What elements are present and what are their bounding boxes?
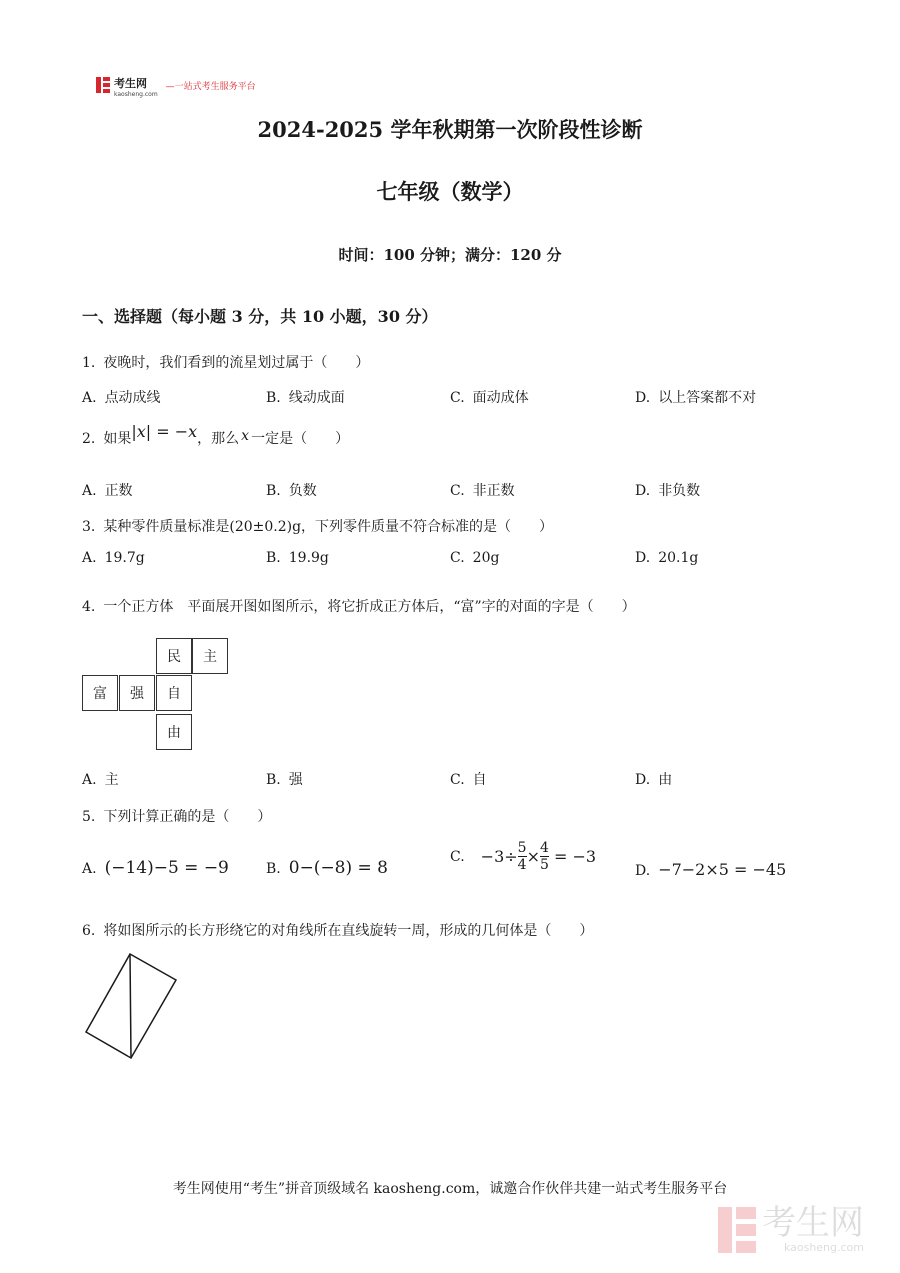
q2-variable: x xyxy=(241,428,250,444)
logo-slogan: —一站式考生服务平台 xyxy=(165,81,256,92)
q4-option-c[interactable]: C. 自 xyxy=(450,772,487,788)
question-number: 5. xyxy=(82,809,96,825)
q1-option-d[interactable]: D. 以上答案都不对 xyxy=(635,390,757,406)
question-number: 1. xyxy=(82,355,96,371)
q1-option-a[interactable]: A. 点动成线 xyxy=(82,390,161,406)
section-heading: 一、选择题（每小题 3 分，共 10 小题，30 分） xyxy=(82,307,438,326)
q4-option-b[interactable]: B. 强 xyxy=(266,772,303,788)
question-number: 6. xyxy=(82,923,96,939)
q5-option-c[interactable]: C. −3÷ $\frac{5}{4}$ × $\frac{4}{5}$ = −3 xyxy=(450,840,597,873)
question-number: 4. xyxy=(82,599,96,615)
q3-option-c[interactable]: C. 20g xyxy=(450,550,500,566)
q1-option-c[interactable]: C. 面动成体 xyxy=(450,390,529,406)
q5-option-a[interactable]: A. (−14)−5 = −9 xyxy=(82,858,229,878)
q3-option-a[interactable]: A. 19.7g xyxy=(82,550,145,566)
logo-mark-icon xyxy=(96,77,110,93)
exam-info: 时间：100 分钟；满分：120 分 xyxy=(338,246,562,264)
logo-domain: kaosheng.com xyxy=(114,91,158,98)
question-stem: 将如图所示的长方形绕它的对角线所在直线旋转一周，形成的几何体是（ ） xyxy=(103,923,594,939)
watermark-mark-icon xyxy=(718,1207,756,1253)
watermark-brand: 考生网 xyxy=(762,1203,864,1243)
question-stem: 夜晚时，我们看到的流星划过属于（ ） xyxy=(103,355,370,371)
fraction: $\frac{4}{5}$ xyxy=(540,840,549,873)
net-cell: 主 xyxy=(192,638,228,674)
question-4 xyxy=(82,596,636,616)
q2-option-a[interactable]: A. 正数 xyxy=(82,483,133,499)
question-2: 2. 如果|x| = −x，那么 x 一定是（ ） xyxy=(82,422,350,447)
watermark-domain: kaosheng.com xyxy=(783,1241,864,1254)
q2-option-d[interactable]: D. 非负数 xyxy=(635,483,701,499)
diagonal-line xyxy=(130,954,131,1058)
net-cell: 自 xyxy=(156,675,192,711)
q3-option-d[interactable]: D. 20.1g xyxy=(635,550,699,566)
net-cell: 强 xyxy=(119,675,155,711)
logo-text xyxy=(114,72,158,98)
question-stem: 某种零件质量标准是(20±0.2)g，下列零件质量不符合标准的是（ ） xyxy=(103,519,554,535)
question-1 xyxy=(82,352,369,372)
net-cell: 民 xyxy=(156,638,192,674)
footer-text: 考生网使用“考生”拼音顶级域名 kaosheng.com，诚邀合作伙伴共建一站式考生服务平台 xyxy=(172,1181,728,1197)
header-logo[interactable] xyxy=(96,72,256,98)
q2-formula: |x| = −x xyxy=(131,422,198,441)
question-3 xyxy=(82,516,553,536)
question-stem: 一个正方体 平面展开图如图所示，将它折成正方体后，“富”字的对面的字是（ ） xyxy=(103,599,636,615)
logo-brand: 考生网 xyxy=(114,77,147,90)
question-stem: 下列计算正确的是（ ） xyxy=(103,809,272,825)
rectangle-diagonal-figure xyxy=(82,950,182,1065)
q5-option-d[interactable]: D. −7−2×5 = −45 xyxy=(635,860,787,879)
question-5 xyxy=(82,806,271,826)
watermark xyxy=(718,1205,864,1254)
q5-option-b[interactable]: B. 0−(−8) = 8 xyxy=(266,858,389,878)
net-cell: 由 xyxy=(156,714,192,750)
question-number: 2. xyxy=(82,431,96,447)
question-number: 3. xyxy=(82,519,96,535)
question-6 xyxy=(82,920,593,940)
exam-title: 2024-2025 学年秋期第一次阶段性诊断 xyxy=(257,117,643,142)
q3-option-b[interactable]: B. 19.9g xyxy=(266,550,329,566)
exam-subtitle: 七年级（数学） xyxy=(376,179,524,204)
q1-option-b[interactable]: B. 线动成面 xyxy=(266,390,345,406)
net-cell: 富 xyxy=(82,675,118,711)
q2-option-c[interactable]: C. 非正数 xyxy=(450,483,515,499)
fraction: $\frac{5}{4}$ xyxy=(517,840,527,873)
q2-option-b[interactable]: B. 负数 xyxy=(266,483,317,499)
q4-option-d[interactable]: D. 由 xyxy=(635,772,673,788)
q4-option-a[interactable]: A. 主 xyxy=(82,772,119,788)
